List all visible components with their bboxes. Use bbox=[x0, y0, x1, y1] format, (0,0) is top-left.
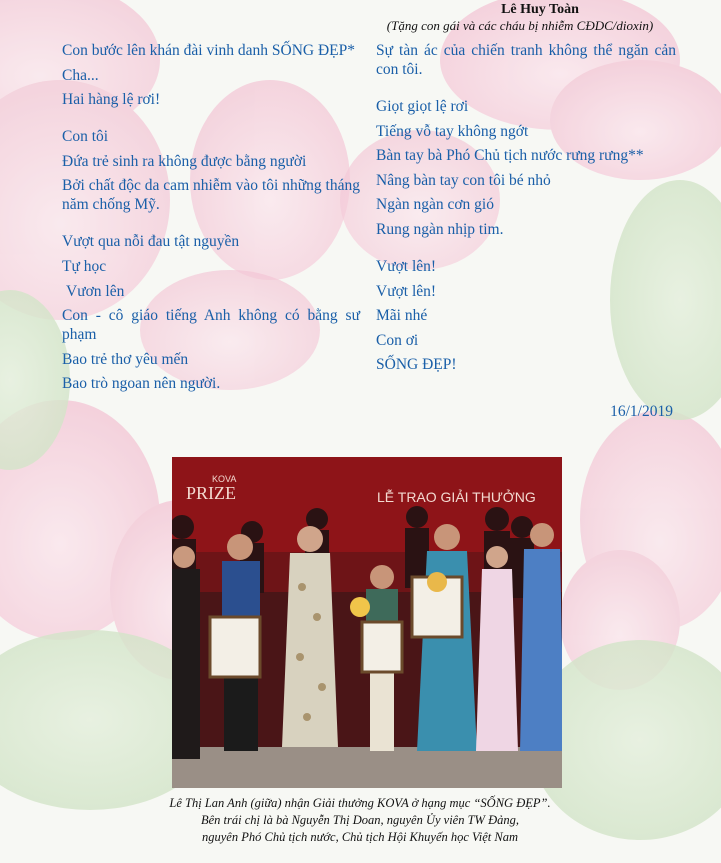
poem-date: 16/1/2019 bbox=[610, 403, 673, 420]
caption-line: Lê Thị Lan Anh (giữa) nhận Giải thưởng KOVA ở hạng mục “SỐNG ĐẸP”. bbox=[169, 796, 551, 810]
poem-line: Vươn lên bbox=[66, 282, 125, 300]
photo-caption bbox=[120, 795, 600, 846]
poem-line: Bởi chất độc da cam nhiễm vào tôi những tháng năm chống Mỹ. bbox=[62, 177, 360, 214]
author-name: Lê Huy Toàn bbox=[501, 2, 579, 17]
poem-line: Sự tàn ác của chiến tranh không thể ngăn cản con tôi. bbox=[376, 42, 676, 78]
poem-line: Cha... bbox=[62, 66, 99, 84]
poem-line: Tiếng vỗ tay không ngớt bbox=[376, 122, 529, 140]
poem-line: SỐNG ĐẸP! bbox=[376, 356, 457, 374]
poem-line: Bao trò ngoan nên người. bbox=[62, 375, 221, 393]
poem-line: Mãi nhé bbox=[376, 307, 428, 325]
dedication: (Tặng con gái và các cháu bị nhiễm CĐDC/dioxin) bbox=[386, 18, 654, 33]
poem-line: Bao trẻ thơ yêu mến bbox=[62, 350, 189, 368]
poem-line: Vượt lên! bbox=[376, 257, 437, 275]
poem-line: Con ơi bbox=[376, 331, 419, 349]
poem-line: Con bước lên khán đài vinh danh SỐNG ĐẸP* bbox=[62, 42, 355, 59]
poem-line: Bàn tay bà Phó Chủ tịch nước rưng rưng** bbox=[376, 147, 644, 165]
poem-line: Nâng bàn tay con tôi bé nhỏ bbox=[376, 171, 551, 189]
poem-line: Con - cô giáo tiếng Anh không có bằng sư phạm bbox=[62, 307, 360, 344]
award-photo bbox=[172, 457, 562, 788]
poem-line: Hai hàng lệ rơi! bbox=[62, 91, 161, 109]
poem-line: Rung ngàn nhịp tim. bbox=[376, 220, 504, 238]
poem-line: Vượt lên! bbox=[376, 282, 437, 300]
banner-logo-text: PRIZE bbox=[186, 483, 237, 503]
banner-small-text: KOVA bbox=[212, 474, 237, 484]
caption-line: nguyên Phó Chủ tịch nước, Chủ tịch Hội Khuyến học Việt Nam bbox=[202, 830, 518, 844]
poem-line: Tự học bbox=[62, 257, 107, 275]
poem-line: Ngàn ngàn cơn gió bbox=[376, 196, 494, 214]
poem-line: Vượt qua nỗi đau tật nguyền bbox=[62, 233, 240, 251]
poem-line: Con tôi bbox=[62, 128, 109, 146]
poem-column-left bbox=[62, 41, 360, 399]
caption-line: Bên trái chị là bà Nguyễn Thị Doan, nguyên Ủy viên TW Đảng, bbox=[200, 813, 519, 827]
poem-line: Đứa trẻ sinh ra không được bằng người bbox=[62, 152, 307, 170]
banner-title-text: LỄ TRAO GIẢI THƯỞNG bbox=[377, 489, 536, 505]
poem-line: Giọt giọt lệ rơi bbox=[376, 98, 469, 115]
poem-column-right bbox=[376, 41, 676, 380]
